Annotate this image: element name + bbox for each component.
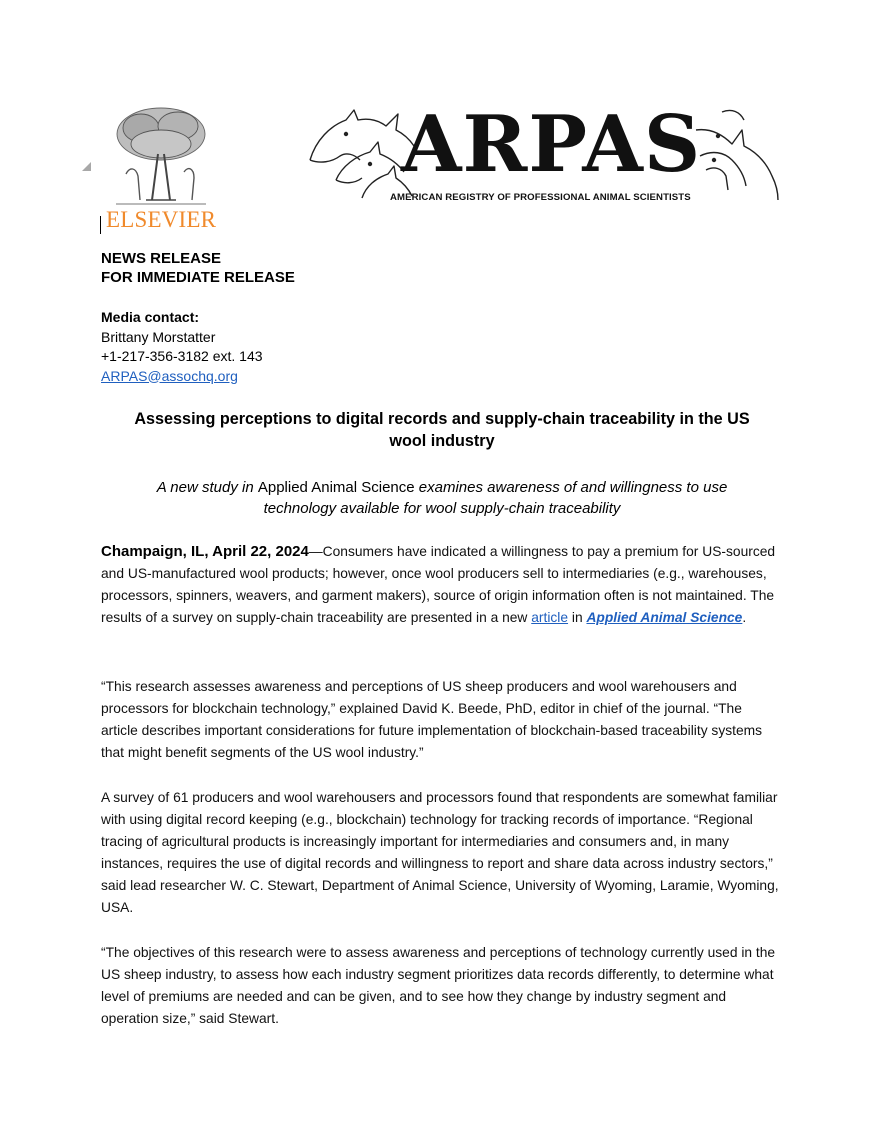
headline-line-2: wool industry [389,432,495,450]
anchor-marker-icon [82,162,91,171]
livestock-outline-left-icon [306,100,416,202]
paragraph-3: A survey of 61 producers and wool warehousers and processors found that respondents are somewhat familiar with using digital record keeping (e.g., blockchain) technology for tracking records of importance. “Regional tracing of agricultural products is increasingly important for intermediaries and consumers and, in many instances, requires the use of digital records and willingness to report and share data across industry sectors,” said lead researcher W. C. Stewart, Department of Animal Science, University of Wyoming, Laramie, Wyoming, USA. [101,790,779,915]
journal-link[interactable]: Applied Animal Science [586,610,743,625]
subhead-line-2-text: technology available for wool supply-chain traceability [263,500,621,517]
subhead-line-1 [100,477,784,498]
paragraph-1-text: —Consumers have indicated a willingness to pay a premium for US-sourced and US-manufactured wool products; however, once wool producers sell to intermediaries (e.g., warehouses, processors, spinners, weavers, and garment makers), source of origin information often is not maintained. The results of a survey on supply-chain traceability are presented in a new [101,544,776,625]
subhead-journal: Applied Animal Science [257,479,415,496]
arpas-wordmark: ARPAS [401,99,702,190]
subhead-part-1: A new study in [156,479,258,496]
subhead-part-2: examines awareness of and willingness to use [414,479,728,496]
media-contact [101,308,263,386]
paragraph-1-end: . [742,610,747,625]
subtitle [100,477,784,519]
release-header [101,249,295,287]
page-title [100,408,784,452]
headline-line-1: Assessing perceptions to digital records and supply-chain traceability in the US [134,410,750,428]
arpas-logo [306,100,782,206]
paragraph-1-in: in [568,610,587,625]
dateline: Champaign, IL, April 22, 2024 [101,543,309,560]
livestock-outline-right-icon [692,100,782,202]
paragraph-1 [101,541,781,629]
paragraph-2: “This research assesses awareness and perceptions of US sheep producers and wool warehousers and processors for blockchain technology,” explained David K. Beede, PhD, editor in chief of the journal. “The article describes important considerations for future implementation of blockchain-based traceability systems that might benefit segments of the US wool industry.” [101,679,763,760]
paragraph-4: “The objectives of this research were to assess awareness and perceptions of technology currently used in the US sheep industry, to assess how each industry segment prioritizes data records differently, to determine what level of premiums are needed and can be given, and to see how they change by industry segment and operation size,” said Stewart. [101,945,776,1026]
arpas-tagline: AMERICAN REGISTRY OF PROFESSIONAL ANIMAL SCIENTISTS [390,192,691,203]
elsevier-logo [100,104,230,234]
article-link[interactable]: article [531,610,569,625]
subhead-line-2 [100,498,784,519]
elsevier-wordmark: ELSEVIER [106,207,217,232]
text-cursor [100,216,101,234]
contact-phone: +1-217-356-3182 ext. 143 [101,348,263,364]
elsevier-tree-icon [106,104,216,208]
immediate-release-label: FOR IMMEDIATE RELEASE [101,269,295,286]
contact-email-link[interactable]: ARPAS@assochq.org [101,367,238,384]
media-contact-label: Media contact: [101,309,200,325]
news-release-label: NEWS RELEASE [101,250,222,267]
contact-name: Brittany Morstatter [101,328,216,345]
